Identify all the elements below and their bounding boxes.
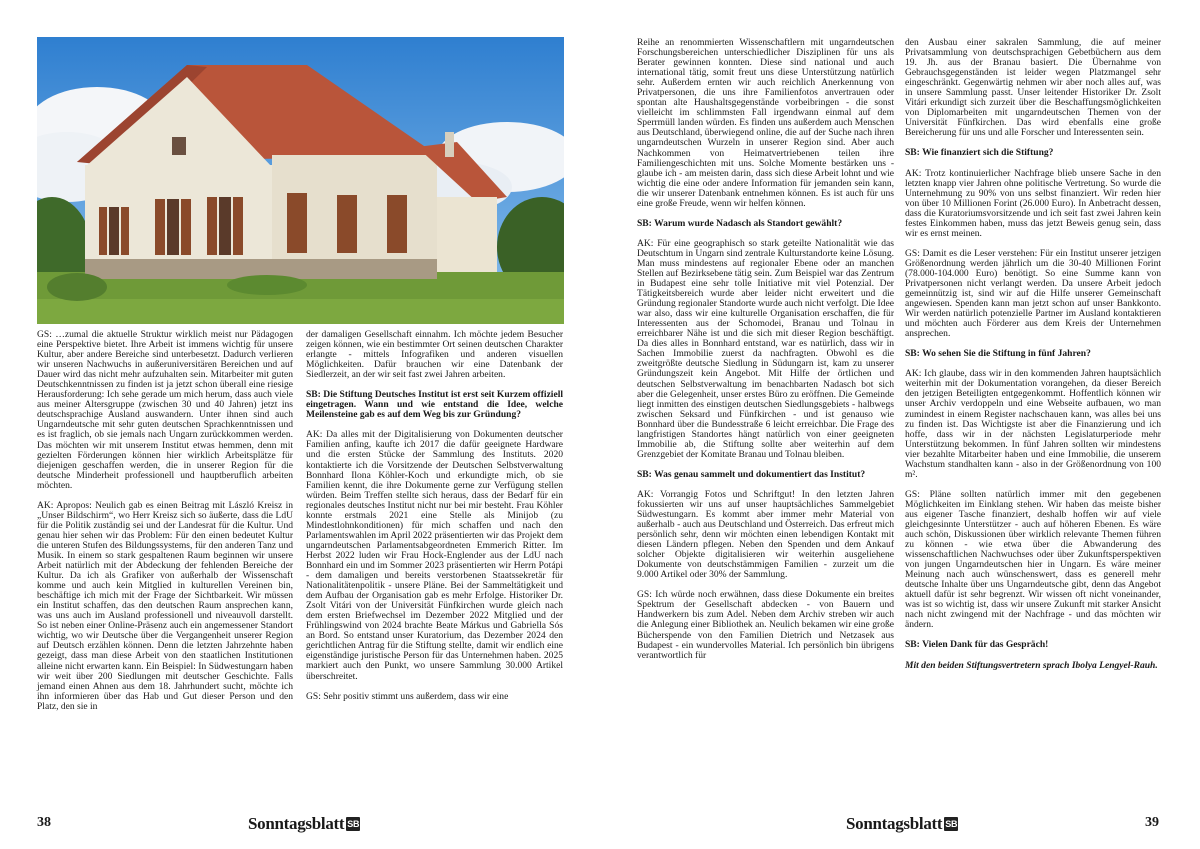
question-heading: SB: Was genau sammelt und dokumentiert das Institut?	[637, 468, 866, 480]
paragraph: AK: Da alles mit der Digitalisierung von Dokumenten deutscher Familien anfing, kaufte ich 2017 die dafür geeignete Hardware und die ersten Stücke der Sammlung des Instituts. 2020 kontaktierte ich die Vorsitzende der Deutschen Selbstverwaltung Bonnhard Ilona Köhler-Koch und erkundigte mich, ob sie Familien kennt, die ihre Dokumente gerne zur Verfügung stellen würden. Beim Treffen stellte sich heraus, dass der Bedarf für ein regionales deutsches Institut nicht nur bei mir besteht. Frau Köhler konnte erstmals 2021 eine Stelle als Minijob (zu Mindestlohnkonditionen) für mich schaffen und nach den Parlamentswahlen im April 2022 präsentierten wir das Projekt dem ungarndeutschen Parlamentsabgeordneten Emmerich Ritter. Im Herbst 2022 luden wir Frau Hock-Englender aus der LdU nach Bonnhard ein und im Sommer 2023 präsentierten wir Herrn Potápi - dem damaligen und bereits verstorbenen Staatssekretär für Nationalitätenpolitik - unsere Pläne. Bei der Sammeltätigkeit und dem Aufbau der Organisation gab es mehr Erfolge. Historiker Dr. Zsolt Vitári von der Universität Fünfkirchen wurde gleich nach dem ersten Briefwechsel im Dezember 2022 Mitglied und der Frühlingswind von 2024 brachte Beate Márkus und Gabriella Sós an Bord. So entstand unser Kuratorium, das Dezember 2024 den gerichtlichen Antrag für die Stiftung stellte, damit wir endlich eine eigenständige juristische Person für das Unternehmen haben. 2025 markiert auch den Punkt, wo unsere Sammlung 30.000 Artikel überschreitet.	[306, 429, 563, 682]
masthead-title: Sonntagsblatt	[846, 814, 943, 833]
paragraph: GS: Pläne sollten natürlich immer mit den gegebenen Möglichkeiten im Einklang stehen. Wir haben das meiste bisher aus eigener Tasche finanziert, deshalb hoffen wir auf viele gleichgesinnte Unterstützer - auch auf höheren Ebenen. Es wäre auch schön, Diskussionen über wirklich relevante Themen führen zu können - wie etwa über die Abwanderung des wissenschaftlichen Nachwuchses oder über Zukunftsperspektiven von jungen Ungarndeutschen hier in Ungarn. Es wäre meiner Meinung nach auch wünschenswert, dass es generell mehr deutsche Inhalte über uns Ungarndeutsche gibt, denn das Angebot aktuell dafür ist sehr begrenzt. Wir wissen oft nicht voneinander, was ist so wichtig ist, dass wir unsere Zukunft mit starker Ansicht nach nicht zwingend mit der Nachfrage - und das möchten wir ändern.	[905, 488, 1161, 631]
paragraph: AK: Apropos: Neulich gab es einen Beitrag mit László Kreisz in „Unser Bildschirm“, wo Herr Kreisz sich so äußerte, dass die LdU für die Politik zuständig sei und der Landesrat für die Kultur. Und genau hier sehen wir das Problem: Für den einen bedeutet Kultur die unteren Stufen des Bildungssystems, für den anderen Tanz und Musik. In einem so stark gespaltenen Raum beginnen wir unsere Arbeit natürlich mit der Abdeckung der fehlenden Bereiche der Kultur. Da ich als Grafiker von außerhalb der Wissenschaft komme und auch kein Mitglied in kulturellen Vereinen bin, beschäftige ich mich mit der Frage der Sichtbarkeit. Wir müssen ein Institut schaffen, das den deutschen Raum ansprechen kann, was uns auch im Ausland professionell und niveauvoll darstellt. So ist neben einer Online-Präsenz auch ein angemessener Standort wichtig, wo wir Deutsche über die Vergangenheit unserer Region auf Deutsch erzählen können. Denn die letzten Jahrzehnte haben gezeigt, dass man diese Arbeit von den staatlichen Institutionen alleine nicht erwarten kann. Ein Beispiel: In Südwestungarn haben wir weit über 200 Siedlungen mit deutscher Geschichte. Falls jemand einen Ahnen aus dem 18. Jahrhundert sucht, möchte ich ihn informieren über das Hab und Gut dieser Person und den Platz, den sie in	[37, 499, 293, 712]
question-heading: SB: Warum wurde Nadasch als Standort gewählt?	[637, 217, 843, 229]
question-heading: SB: Die Stiftung Deutsches Institut ist erst seit Kurzem offiziell eingetragen. Wann und wie entstand die Idee, welche Meilensteine gab es auf dem Weg bis zur Gründung?	[306, 389, 563, 421]
paragraph: AK: Vorrangig Fotos und Schriftgut! In den letzten Jahren fokussierten wir uns auf unser hauptsächliches Sammelgebiet Südwestungarn. Es kommt aber immer mehr Material von außerhalb - auch aus Deutschland und Österreich. Das erfreut mich persönlich sehr, denn wir möchten einen lebendigen Kontakt mit diesen Ländern pflegen. Neben den Spenden und dem Ankauf solcher Objekte digitalisieren wir weiterhin ausgeliehene Dokumente von deutschstämmigen Familien - zurzeit um die 9.000 Artikel oder 30% der Sammlung.	[637, 488, 894, 581]
question-heading: SB: Wie finanziert sich die Stiftung?	[905, 147, 1054, 159]
question-heading: SB: Vielen Dank für das Gespräch!	[905, 639, 1049, 651]
masthead-left	[248, 814, 360, 834]
left-column-1	[37, 330, 293, 810]
question-heading: SB: Wo sehen Sie die Stiftung in fünf Jahren?	[905, 348, 1091, 360]
paragraph: GS: …zumal die aktuelle Struktur wirklich meist nur Pädagogen eine Perspektive bietet. Ihre Arbeit ist immens wichtig für unsere Kultur, aber andere Bereiche sind unterbesetzt. Dadurch verlieren wir unseren Nachwuchs in außeruniversitären Bereichen und auf Dauer wird das nicht mehr aufzuhalten sein. Mitarbeiter mit guten Deutschkenntnissen zu finden ist ja jetzt schon überall eine riesige Herausforderung: Ich sehe gerade um mich herum, dass auch viele aus meiner Altersgruppe (zwischen 30 und 40 Jahren) jetzt ins deutschsprachige Ausland auswandern. Unter ihnen sind auch Ungarndeutsche mit sehr guten deutschen Sprachkenntnissen und es ist fraglich, ob sie jemals nach Ungarn zurückkommen werden. Das möchten wir mit unserem Institut etwas hemmen, denn mit gezielten Förderungen können hier wirklich Arbeitsplätze für diejenigen geschaffen werden, die in unserer Region für die deutsche Minderheit professionell und hauptberuflich arbeiten möchten.	[37, 329, 293, 491]
paragraph: GS: Sehr positiv stimmt uns außerdem, dass wir eine	[306, 690, 509, 702]
paragraph: AK: Ich glaube, dass wir in den kommenden Jahren hauptsächlich weiterhin mit der Dokumentation vorangehen, da dieser Bereich den jetzigen Beteiligten entgegenkommt. Hoffentlich können wir unser Archiv verdoppeln und eine Webseite aufbauen, wo man zumindest in einem Register nachschauen kann, was alles bei uns zu finden ist. Das Wichtigste ist aber die Finanzierung und ich hoffe, dass wir in der nächsten Legislaturperiode mehr Unterstützung bekommen. In fünf Jahren sollten wir mindestens vier bezahlte Mitarbeiter haben und eine Immobilie, die unserem Wachstum standhalten kann - also in der Größenordnung von 100 m².	[905, 368, 1161, 480]
page-number-right: 39	[1145, 815, 1159, 830]
right-page	[600, 0, 1200, 849]
paragraph: GS: Ich würde noch erwähnen, dass diese Dokumente ein breites Spektrum der Gesellschaft abdecken - von Bauern und Handwerkern bis zum Adel. Neben dem Archiv streben wir auch die Anlegung einer Bibliothek an. Neulich bekamen wir eine große Bücherspende von den Familien Dietrich und Netzasek aus Budapest - ein wundervolles Material. Ich persönlich bin übrigens verantwortlich für	[637, 589, 894, 661]
house-photo	[37, 37, 564, 324]
paragraph: AK: Trotz kontinuierlicher Nachfrage blieb unsere Sache in den letzten knapp vier Jahren ohne politische Vertretung. So wurde die Unternehmung zu 90% von uns selbst finanziert. Wir reden hier von über 10 Millionen Forint (26.000 Euro). In Anbetracht dessen, dass die Kuratoriumsvorsitzende und ich seit fast zwei Jahren kein festes Einkommen haben, muss das jetzt Beweis genug sein, dass wir es ernst meinen.	[905, 167, 1161, 239]
paragraph: AK: Für eine geographisch so stark geteilte Nationalität wie das Deutschtum in Ungarn sind zentrale Kulturstandorte keine Lösung. Man muss mindestens auf regionaler Ebene oder an manchen Stellen auf Bezirksebene tätig sein. Zum Beispiel war das Zentrum in Budapest eine sehr tolle Initiative mit viel Potenzial. Der Tätigkeitsbereich wurde aber leider nicht erweitert und die Gründung regionaler Standorte wurde auch nicht verfolgt. Die Idee war also, dass wir eine kulturelle Organisation erschaffen, die für Interessenten aus der Schomodei, Branau und Tolnau in erreichbarer Nähe ist und die sich mit dieser Region beschäftigt. Da dies alles in Bonnhard entstand, war es natürlich, dass wir in Sachen Immobilie zuerst da nachfragten. Obwohl es die zweitgrößte deutsche Siedlung in Südungarn ist, kam zu unserer Gründungszeit kein Angebot. Mit Hilfe der örtlichen und deutschen Selbstverwaltung im benachbarten Nadasch bot sich aber die Gelegenheit, unser erstes Büro zu eröffnen. Die Gemeinde liegt inmitten des einstigen deutschen Siedlungsgebiets - halbwegs zwischen Seksard und Fünfkirchen - und ist genauso wie Bonnhard über die Bundesstraße 6 leicht erreichbar. Die Frage des langfristigen Standortes hängt natürlich von einer geeigneten Immobilie ab, die Stiftung sollte aber weiterhin auf dem Grenzgebiet der Komitate Branau und Tolnau bleiben.	[637, 237, 894, 460]
paragraph: Reihe an renommierten Wissenschaftlern mit ungarndeutschen Forschungsbereichen unterschiedlicher Disziplinen für uns als Berater gewinnen konnten. Diese sind national und auch international tätig, somit freut uns diese Unterstützung natürlich sehr. Außerdem ernten wir auch reichlich Anerkennung von Privatpersonen, die uns ihre Familienfotos anvertrauen oder spontan alte Haushaltsgegenstände vorbeibringen - die sonst vielleicht im schlimmsten Fall irgendwann einmal auf dem Sperrmüll landen würden. Es finden uns außerdem auch Menschen aus Deutschland, überwiegend online, die auf der Suche nach ihren ungarndeutschen Wurzeln in unserer Region sind. Aber auch Nachkommen von Heimatvertriebenen teilen ihre Familiengeschichten mit uns. Solche Momente bestärken uns - glaube ich - am meisten darin, dass sich diese Arbeit lohnt und wie wichtig die eine oder andere Information für jemanden sein kann, die wir unserer Datenbank entnehmen können. Es ist auch für uns eine große Freude, wenn wir helfen können.	[637, 37, 894, 209]
paragraph: den Ausbau einer sakralen Sammlung, die auf meiner Privatsammlung von deutschsprachigen Gebetbüchern aus dem 19. Jh. aus der Branau basiert. Die Übernahme von Gebrauchsgegenständen ist leider wegen Platzmangel sehr eingeschränkt. Gegenwärtig nehmen wir aber noch alles auf, was in unsere Sammlung passt. Unser leitender Historiker Dr. Zsolt Vitári erkundigt sich zurzeit über die Beschaffungsmöglichkeiten von Diplomarbeiten mit ungarndeutschen Themen von der Universität Fünfkirchen. Das wird ebenfalls eine große Bereicherung für uns und alle Forscher und Interessenten sein.	[905, 37, 1161, 139]
paragraph: der damaligen Gesellschaft einnahm. Ich möchte jedem Besucher zeigen können, wie ein bestimmter Ort seinen deutschen Charakter erlangte - mittels Infografiken und anderen visuellen Möglichkeiten. Dafür brauchen wir eine Datenbank der Siedlerzeit, an der wir seit fast zwei Jahren arbeiten.	[306, 329, 563, 381]
right-column-1	[637, 38, 894, 810]
sonntagsblatt-logo: SB	[347, 819, 360, 829]
left-column-2	[306, 330, 563, 810]
masthead-right	[846, 814, 958, 834]
masthead-title: Sonntagsblatt	[248, 814, 345, 833]
author-credit: Mit den beiden Stiftungsvertretern sprach Ibolya Lengyel-Rauh.	[905, 659, 1158, 671]
page-number-left: 38	[37, 815, 51, 830]
sonntagsblatt-logo: SB	[945, 819, 958, 829]
paragraph: GS: Damit es die Leser verstehen: Für ein Institut unserer jetzigen Größenordnung werden jährlich um die 30-40 Millionen Forint (78.000-104.000 Euro) benötigt. So eine Summe kann von Privatpersonen nicht verlangt werden. Da unsere Arbeit jedoch gemeinnützig ist, sind wir auf die Hilfe unserer Gemeinschaft angewiesen. Spenden kann man jetzt schon auf unser Bankkonto. Wir werden natürlich potenzielle Partner im Ausland kontaktieren und möchten auch Förderer aus dem Kreis der Unternehmen ansprechen.	[905, 247, 1161, 340]
right-column-2	[905, 38, 1161, 810]
